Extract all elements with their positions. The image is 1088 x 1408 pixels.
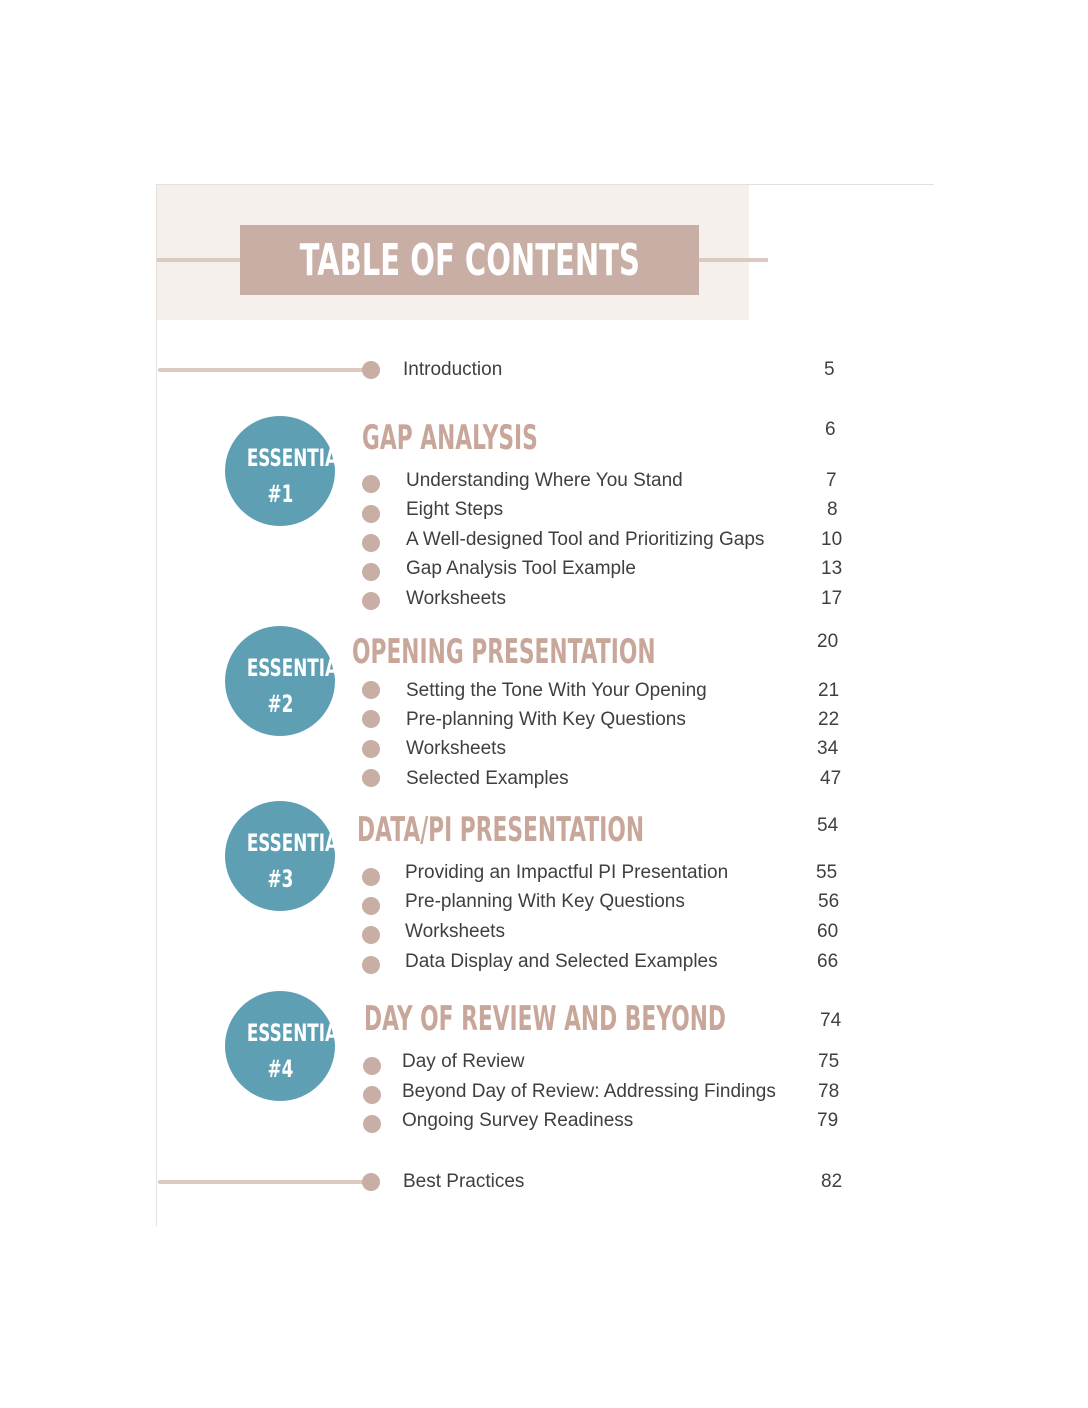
intro-connector-line <box>158 368 366 372</box>
toc-entry[interactable]: Pre-planning With Key Questions <box>405 891 685 912</box>
toc-page: 79 <box>817 1110 839 1131</box>
toc-page: 66 <box>817 951 839 972</box>
list-bullet <box>362 563 380 581</box>
list-bullet <box>362 897 380 915</box>
list-bullet <box>362 956 380 974</box>
essential-badge-2 <box>225 626 349 736</box>
essential-badge-number: #3 <box>267 865 293 893</box>
list-bullet <box>362 710 380 728</box>
list-bullet <box>363 1057 381 1075</box>
toc-page: 22 <box>818 709 840 730</box>
list-bullet <box>362 926 380 944</box>
list-bullet <box>362 769 380 787</box>
section-page: 74 <box>820 1010 842 1031</box>
toc-entry[interactable]: Worksheets <box>405 921 505 942</box>
essential-badge-label: ESSENTIAL <box>246 1019 349 1047</box>
toc-page: 13 <box>821 558 843 579</box>
essential-badge-1 <box>225 416 349 526</box>
toc-page: 55 <box>816 862 838 883</box>
list-bullet <box>362 592 380 610</box>
toc-entry[interactable]: Worksheets <box>406 588 506 609</box>
list-bullet <box>362 475 380 493</box>
toc-entry[interactable]: Eight Steps <box>406 499 504 520</box>
toc-page-introduction: 5 <box>824 359 835 380</box>
list-bullet <box>362 681 380 699</box>
list-bullet <box>363 1115 381 1133</box>
toc-entry[interactable]: Worksheets <box>406 738 506 759</box>
toc-entry[interactable]: Gap Analysis Tool Example <box>406 558 636 579</box>
section-title-opening-presentation[interactable]: OPENING PRESENTATION <box>352 632 656 672</box>
toc-entry[interactable]: Setting the Tone With Your Opening <box>406 680 707 701</box>
essential-badge-number: #2 <box>267 690 293 718</box>
intro-bullet <box>362 361 380 379</box>
toc-entry-introduction[interactable]: Introduction <box>403 359 503 380</box>
section-page: 20 <box>817 631 839 652</box>
section-title-data-pi-presentation[interactable]: DATA/PI PRESENTATION <box>357 810 645 850</box>
toc-entry[interactable]: Ongoing Survey Readiness <box>402 1110 634 1131</box>
toc-entry[interactable]: Understanding Where You Stand <box>406 470 683 491</box>
essential-badge-number: #1 <box>267 480 293 508</box>
essential-badge-label: ESSENTIAL <box>246 444 349 472</box>
list-bullet <box>363 1086 381 1104</box>
toc-page: 60 <box>817 921 839 942</box>
list-bullet <box>362 740 380 758</box>
section-page: 54 <box>817 815 839 836</box>
section-title-gap-analysis[interactable]: GAP ANALYSIS <box>362 418 538 458</box>
toc-entry[interactable]: Data Display and Selected Examples <box>405 951 718 972</box>
page-border-left <box>156 184 157 1226</box>
toc-page: 34 <box>817 738 839 759</box>
essential-badge-label: ESSENTIAL <box>246 654 349 682</box>
title-banner <box>240 225 699 295</box>
toc-page: 8 <box>827 499 838 520</box>
essential-badge-label: ESSENTIAL <box>246 829 349 857</box>
toc-entry[interactable]: Selected Examples <box>406 768 569 789</box>
toc-page: 56 <box>818 891 840 912</box>
toc-page-best-practices: 82 <box>821 1171 843 1192</box>
toc-page: 78 <box>818 1081 840 1102</box>
toc-page: 17 <box>821 588 843 609</box>
essential-badge-3 <box>225 801 349 911</box>
toc-entry[interactable]: Providing an Impactful PI Presentation <box>405 862 729 883</box>
list-bullet <box>362 505 380 523</box>
toc-entry[interactable]: Pre-planning With Key Questions <box>406 709 686 730</box>
toc-page: 7 <box>826 470 837 491</box>
toc-entry[interactable]: A Well-designed Tool and Prioritizing Gaps <box>406 529 765 550</box>
toc-page: 47 <box>820 768 842 789</box>
toc-page: 21 <box>818 680 840 701</box>
toc-entry-best-practices[interactable]: Best Practices <box>403 1171 525 1192</box>
essential-badge-4 <box>225 991 349 1101</box>
toc-entry[interactable]: Beyond Day of Review: Addressing Findings <box>402 1081 776 1102</box>
section-page: 6 <box>825 419 836 440</box>
toc-page: 10 <box>821 529 843 550</box>
section-title-day-of-review[interactable]: DAY OF REVIEW AND BEYOND <box>364 999 726 1039</box>
closing-bullet <box>362 1173 380 1191</box>
toc-entry[interactable]: Day of Review <box>402 1051 525 1072</box>
list-bullet <box>362 868 380 886</box>
page-title: TABLE OF CONTENTS <box>299 234 640 286</box>
list-bullet <box>362 534 380 552</box>
essential-badge-number: #4 <box>267 1055 293 1083</box>
toc-page: 75 <box>818 1051 840 1072</box>
closing-connector-line <box>158 1180 366 1184</box>
